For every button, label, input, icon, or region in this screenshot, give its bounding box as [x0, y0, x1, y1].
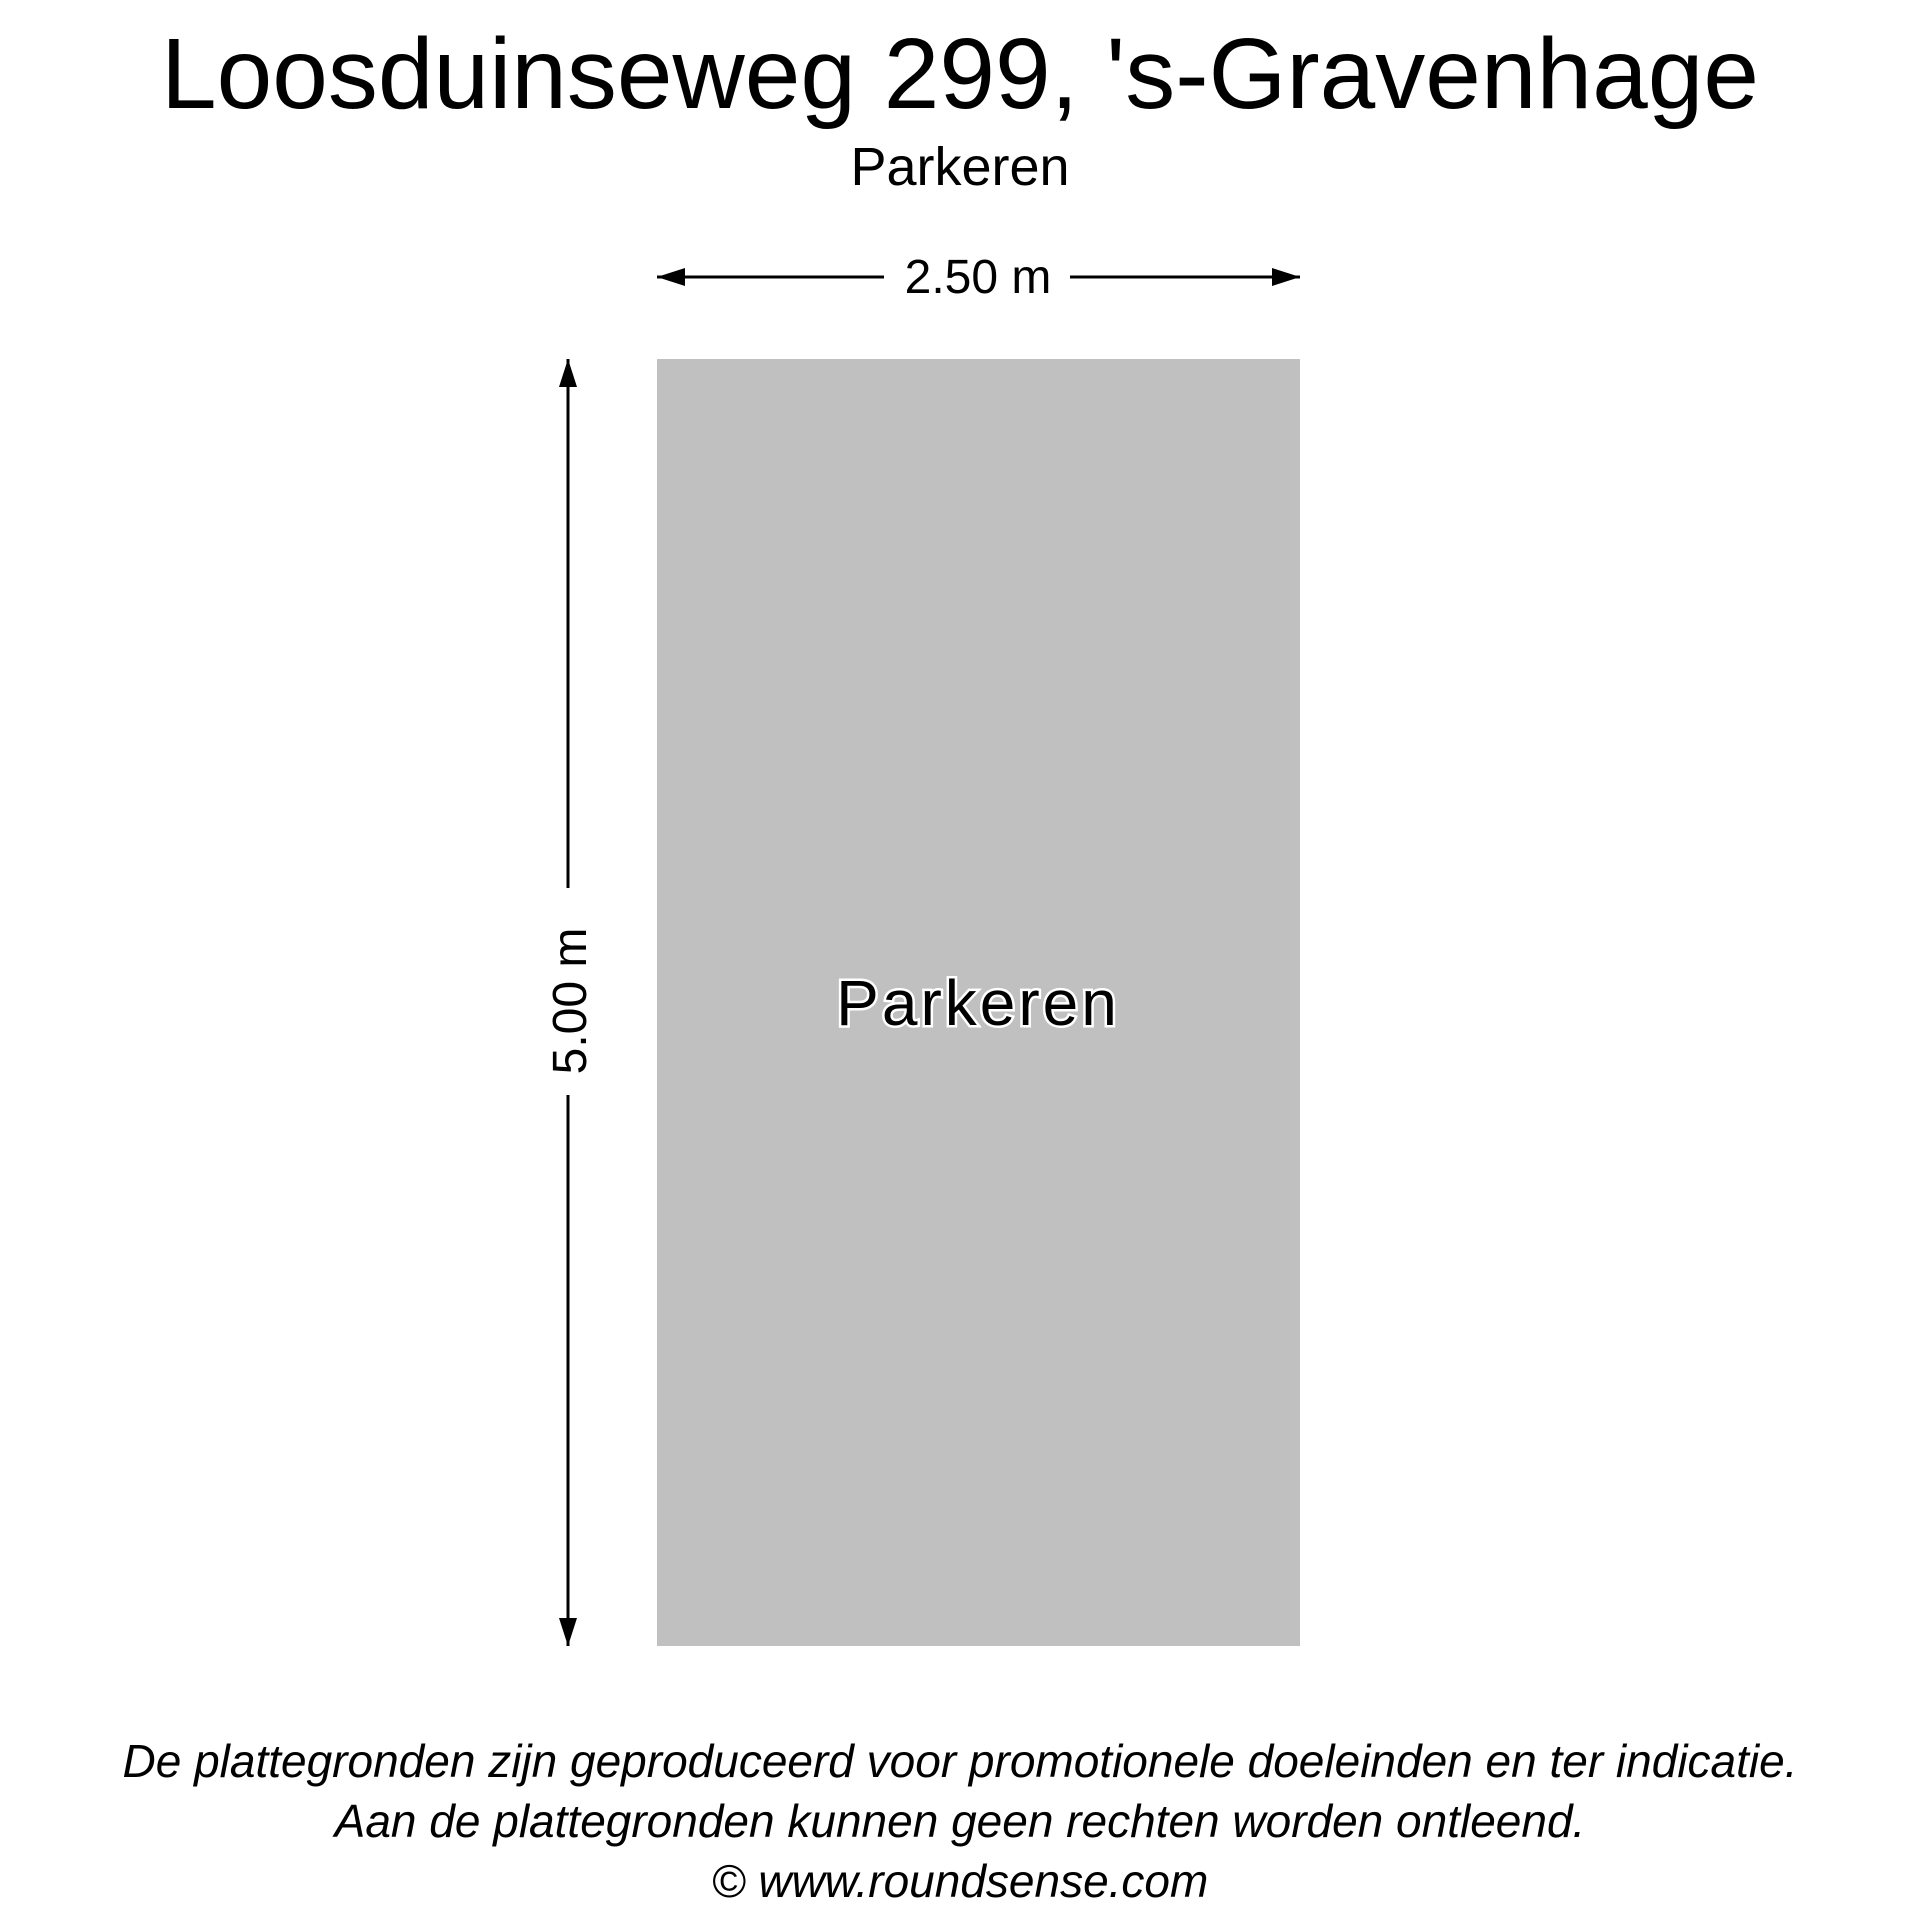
disclaimer-line-1: De plattegronden zijn geproduceerd voor promotionele doeleinden en ter indicatie. [122, 1735, 1798, 1787]
page-subtitle: Parkeren [850, 137, 1070, 197]
room-label: Parkeren [836, 967, 1120, 1039]
height-dimension [544, 359, 597, 1646]
disclaimer-line-2: Aan de plattegronden kunnen geen rechten worden ontleend. [334, 1795, 1586, 1847]
height-arrow-bottom-icon [559, 1618, 577, 1646]
width-label: 2.50 m [904, 251, 1052, 304]
page-title: Loosduinseweg 299, 's-Gravenhage [161, 18, 1759, 130]
width-arrow-left-icon [657, 268, 685, 286]
width-dimension [657, 251, 1300, 304]
copyright-link[interactable]: © www.roundsense.com [711, 1855, 1209, 1907]
width-arrow-right-icon [1272, 268, 1300, 286]
height-label: 5.00 m [544, 927, 597, 1075]
height-arrow-top-icon [559, 359, 577, 387]
